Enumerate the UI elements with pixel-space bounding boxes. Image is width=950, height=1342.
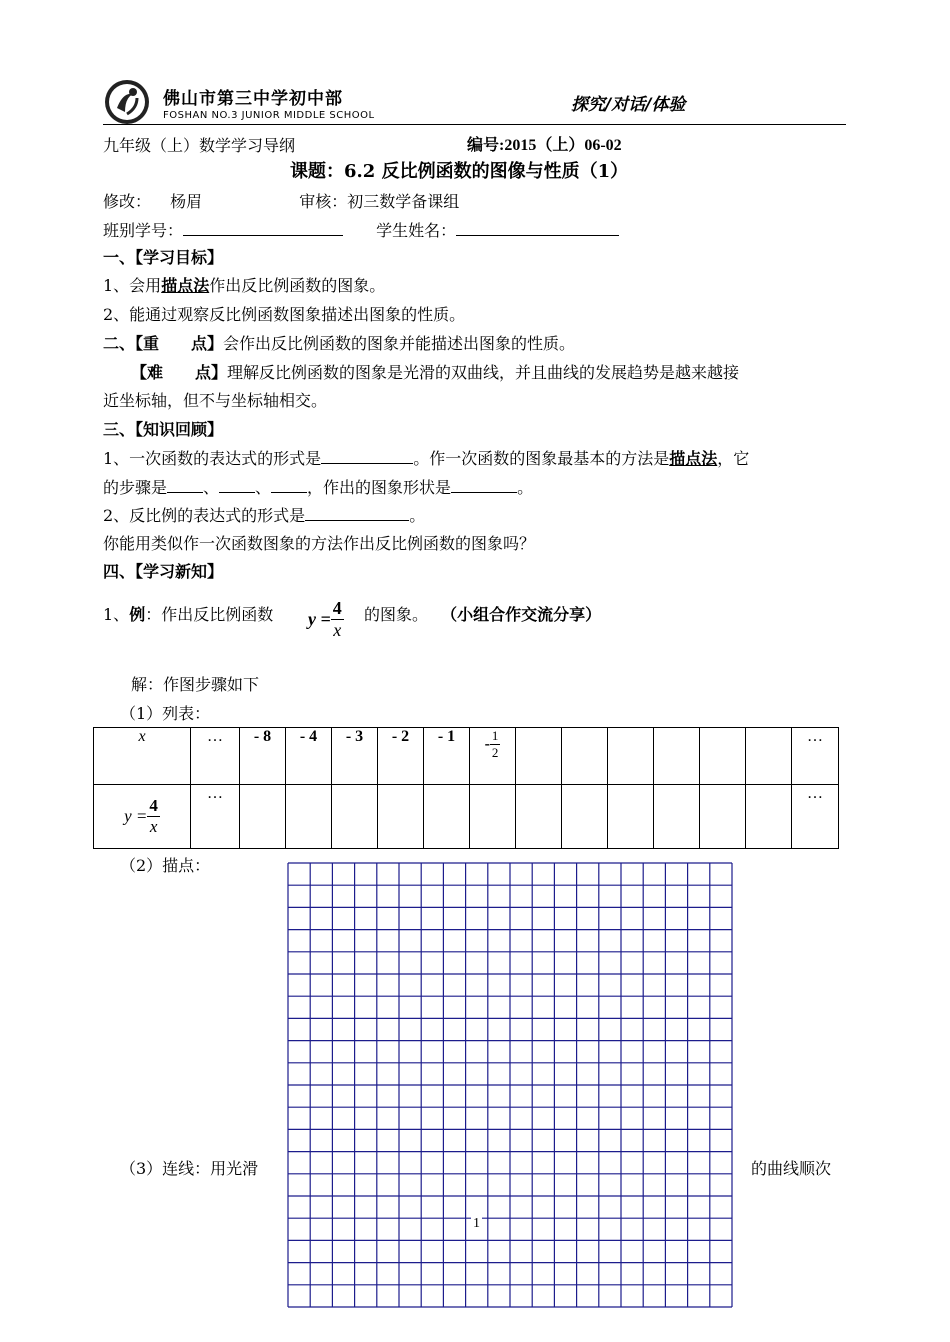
table-row <box>94 728 839 785</box>
difficulty-label: 【难 点】 <box>131 363 228 382</box>
revise-line <box>103 191 459 213</box>
revise-name: 杨眉 <box>170 192 203 211</box>
school-name-en: FOSHAN NO.3 JUNIOR MIDDLE SCHOOL <box>163 110 375 121</box>
recall-3-a: 2、反比例的表达式的形式是 <box>103 506 306 525</box>
y-header-fraction <box>147 796 160 837</box>
table-cell[interactable]: … <box>792 728 839 785</box>
step-1: （1）列表： <box>120 704 211 723</box>
key-point <box>103 333 575 355</box>
example-label: 例 <box>129 605 146 624</box>
table-cell[interactable]: … <box>792 785 839 849</box>
table-cell[interactable] <box>608 728 654 785</box>
formula-fraction <box>331 598 344 641</box>
recall-2-a: 的步骤是 <box>103 478 168 497</box>
step-blank-2[interactable] <box>219 476 255 493</box>
y-header-denominator: x <box>149 817 158 836</box>
table-cell[interactable] <box>700 785 746 849</box>
half-sign: - <box>484 735 490 753</box>
x-header: x <box>94 728 191 785</box>
section-new-title: 四、【学习新知】 <box>103 562 224 581</box>
step-3-left: （3）连线：用光滑 <box>120 1159 259 1178</box>
recall-1-method: 描点法 <box>669 449 718 468</box>
example-text: ：作出反比例函数 <box>145 605 274 624</box>
document-code: 编号:2015（上）06-02 <box>467 137 622 154</box>
example-prefix: 1、 <box>103 605 130 624</box>
table-cell[interactable]: - 3 <box>332 728 378 785</box>
step-blank-1[interactable] <box>167 476 203 493</box>
y-header-numerator: 4 <box>149 796 158 815</box>
step-2: （2）描点： <box>120 856 211 875</box>
table-cell[interactable] <box>332 785 378 849</box>
student-name-label: 学生姓名： <box>376 221 457 240</box>
recall-1-b: 。作一次函数的图象最基本的方法是 <box>413 449 670 468</box>
table-cell[interactable] <box>746 785 792 849</box>
half-fraction <box>490 728 501 761</box>
step-blank-3[interactable] <box>271 476 307 493</box>
class-number-field[interactable] <box>183 219 343 236</box>
table-cell[interactable] <box>562 785 608 849</box>
goal-1-method: 描点法 <box>161 276 210 295</box>
goal-1 <box>103 275 385 297</box>
table-cell[interactable] <box>654 728 700 785</box>
lesson-title: 课题：6.2 反比例函数的图像与性质（1） <box>290 161 629 182</box>
course-name: 九年级（上）数学学习导纲 <box>103 136 296 155</box>
table-cell[interactable] <box>378 785 424 849</box>
linear-form-blank[interactable] <box>321 447 413 464</box>
inverse-form-blank[interactable] <box>305 504 409 521</box>
table-cell[interactable] <box>470 785 516 849</box>
key-point-label: 二、【重 点】 <box>103 334 224 353</box>
solution-line: 解：作图步骤如下 <box>131 675 260 694</box>
y-header <box>94 785 191 849</box>
table-cell[interactable]: - 1 <box>424 728 470 785</box>
student-info-line <box>103 219 619 242</box>
course-line <box>103 135 295 157</box>
table-cell[interactable] <box>286 785 332 849</box>
example-suffix: 的图象。 <box>364 605 429 624</box>
example-suffix-line <box>364 604 601 626</box>
table-cell[interactable] <box>424 785 470 849</box>
table-cell[interactable] <box>516 785 562 849</box>
recall-1 <box>103 447 749 470</box>
revise-label: 修改： <box>103 192 152 211</box>
school-motto: 探究/对话/体验 <box>571 95 686 115</box>
table-cell[interactable] <box>700 728 746 785</box>
header-rule <box>103 124 846 125</box>
half-numerator: 1 <box>491 728 499 743</box>
table-cell[interactable] <box>562 728 608 785</box>
student-name-field[interactable] <box>456 219 619 236</box>
step-separator: 、 <box>203 478 220 497</box>
review-label: 审核： <box>299 192 348 211</box>
recall-question: 你能用类似作一次函数图象的方法作出反比例函数的图象吗？ <box>103 534 536 553</box>
school-logo <box>103 78 151 126</box>
review-name: 初三数学备课组 <box>347 192 460 211</box>
table-cell[interactable] <box>608 785 654 849</box>
recall-2-c: 。 <box>517 478 534 497</box>
table-cell[interactable] <box>746 728 792 785</box>
table-cell[interactable] <box>516 728 562 785</box>
step-3-right: 的曲线顺次 <box>751 1159 832 1178</box>
difficulty <box>131 362 739 384</box>
class-label: 班别学号： <box>103 221 184 240</box>
page-number: 1 <box>473 1216 480 1231</box>
half-denominator: 2 <box>491 745 499 760</box>
school-name-cn: 佛山市第三中学初中部 <box>163 89 343 109</box>
goal-2: 2、能通过观察反比例函数图象描述出图象的性质。 <box>103 305 466 324</box>
shape-blank[interactable] <box>451 476 517 493</box>
table-cell[interactable] <box>240 785 286 849</box>
value-table <box>93 727 839 849</box>
recall-2 <box>103 476 533 499</box>
step-separator: 、 <box>255 478 272 497</box>
goal-1-suffix: 作出反比例函数的图象。 <box>209 276 386 295</box>
key-point-text: 会作出反比例函数的图象并能描述出图象的性质。 <box>223 334 576 353</box>
table-cell[interactable] <box>654 785 700 849</box>
table-cell[interactable]: … <box>191 785 240 849</box>
table-cell-half[interactable] <box>470 728 516 785</box>
recall-1-c: ，它 <box>717 449 750 468</box>
example-note: （小组合作交流分享） <box>441 605 602 624</box>
difficulty-text-1: 理解反比例函数的图象是光滑的双曲线，并且曲线的发展趋势是越来越接 <box>227 363 740 382</box>
difficulty-cont: 近坐标轴，但不与坐标轴相交。 <box>103 391 328 410</box>
y-header-lhs: y = <box>124 806 148 826</box>
section-recall-title: 三、【知识回顾】 <box>103 420 224 439</box>
example-line <box>103 604 273 626</box>
recall-3-b: 。 <box>409 506 426 525</box>
table-cell[interactable]: - 8 <box>240 728 286 785</box>
formula-lhs: y = <box>308 609 331 629</box>
example-formula <box>308 598 344 641</box>
recall-1-a: 1、一次函数的表达式的形式是 <box>103 449 322 468</box>
recall-3 <box>103 504 425 527</box>
section-goals-title: 一、【学习目标】 <box>103 248 224 267</box>
formula-denominator: x <box>333 620 342 640</box>
recall-2-b: ，作出的图象形状是 <box>307 478 452 497</box>
plot-grid[interactable] <box>287 862 733 1308</box>
table-cell[interactable]: … <box>191 728 240 785</box>
table-cell[interactable]: - 4 <box>286 728 332 785</box>
table-cell[interactable]: - 2 <box>378 728 424 785</box>
goal-1-prefix: 1、会用 <box>103 276 162 295</box>
formula-numerator: 4 <box>332 598 342 618</box>
table-row <box>94 785 839 849</box>
